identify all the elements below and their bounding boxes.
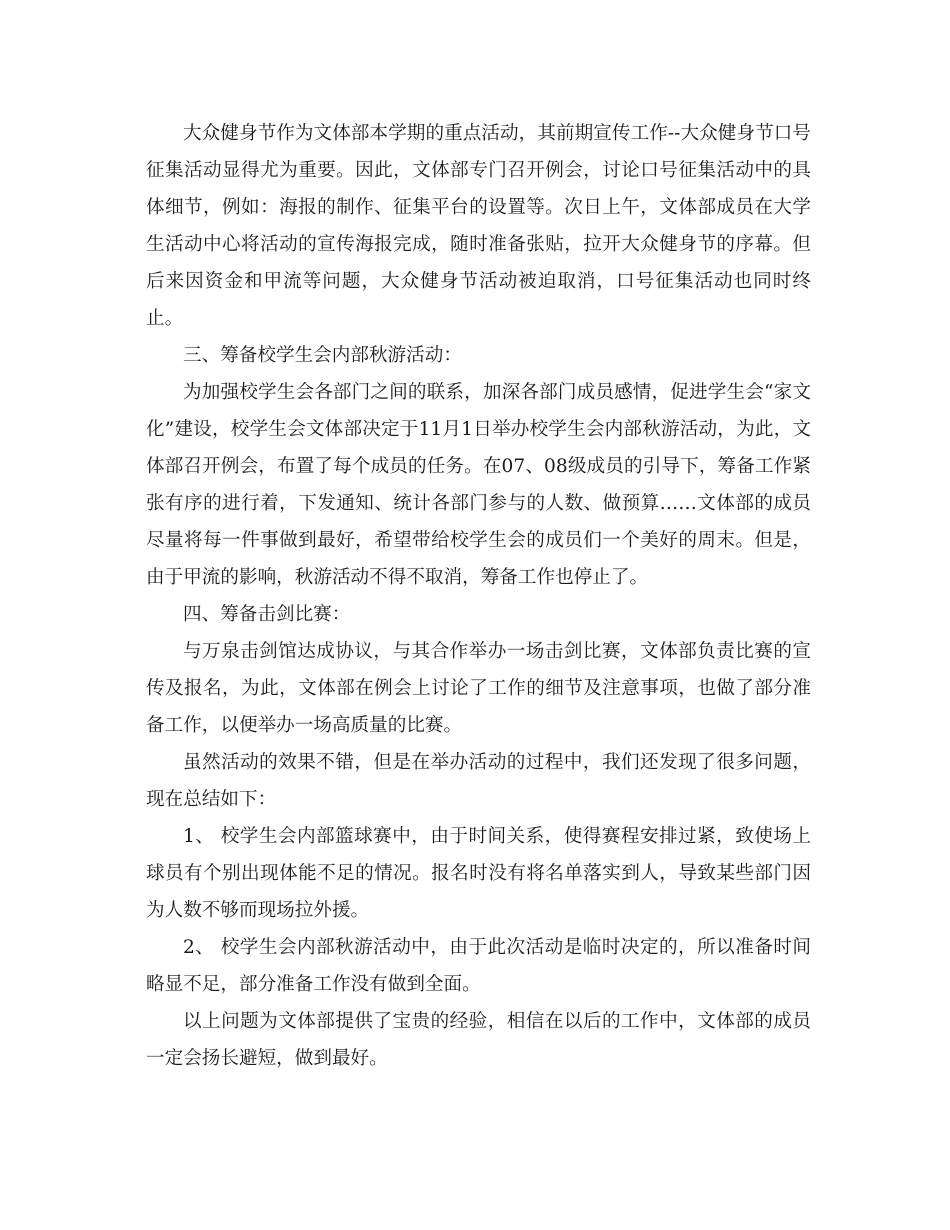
paragraph-problem-2: 2、 校学生会内部秋游活动中，由于此次活动是临时决定的，所以准备时间略显不足，部分准备工作没有做到全面。 bbox=[146, 937, 811, 995]
document-body bbox=[146, 115, 811, 1077]
heading-fencing: 四、筹备击剑比赛： bbox=[183, 604, 351, 625]
heading-autumn-outing: 三、筹备校学生会内部秋游活动： bbox=[183, 345, 462, 366]
paragraph-problem-1: 1、 校学生会内部篮球赛中，由于时间关系，使得赛程安排过紧，致使场上球员有个别出现体能不足的情况。报名时没有将名单落实到人，导致某些部门因为人数不够而现场拉外援。 bbox=[146, 826, 811, 921]
paragraph-fitness-festival: 大众健身节作为文体部本学期的重点活动，其前期宣传工作--大众健身节口号征集活动显得尤为重要。因此，文体部专门召开例会，讨论口号征集活动中的具体细节，例如：海报的制作、征集平台的设置等。次日上午，文体部成员在大学生活动中心将活动的宣传海报完成，随时准备张贴，拉开大众健身节的序幕。但后来因资金和甲流等问题，大众健身节活动被迫取消，口号征集活动也同时终止。 bbox=[146, 123, 811, 329]
paragraph-problems-intro: 虽然活动的效果不错，但是在举办活动的过程中，我们还发现了很多问题，现在总结如下： bbox=[146, 752, 811, 810]
paragraph-fencing: 与万泉击剑馆达成协议，与其合作举办一场击剑比赛，文体部负责比赛的宣传及报名，为此，文体部在例会上讨论了工作的细节及注意事项，也做了部分准备工作，以便举办一场高质量的比赛。 bbox=[146, 641, 811, 736]
paragraph-conclusion: 以上问题为文体部提供了宝贵的经验，相信在以后的工作中，文体部的成员一定会扬长避短，做到最好。 bbox=[146, 1011, 811, 1069]
paragraph-autumn-outing: 为加强校学生会各部门之间的联系，加深各部门成员感情，促进学生会“家文化”建设，校学生会文体部决定于11月1日举办校学生会内部秋游活动，为此，文体部召开例会，布置了每个成员的任务。在07、08级成员的引导下，筹备工作紧张有序的进行着，下发通知、统计各部门参与的人数、做预算……文体部的成员尽量将每一件事做到最好，希望带给校学生会的成员们一个美好的周末。但是，由于甲流的影响，秋游活动不得不取消，筹备工作也停止了。 bbox=[146, 382, 811, 588]
